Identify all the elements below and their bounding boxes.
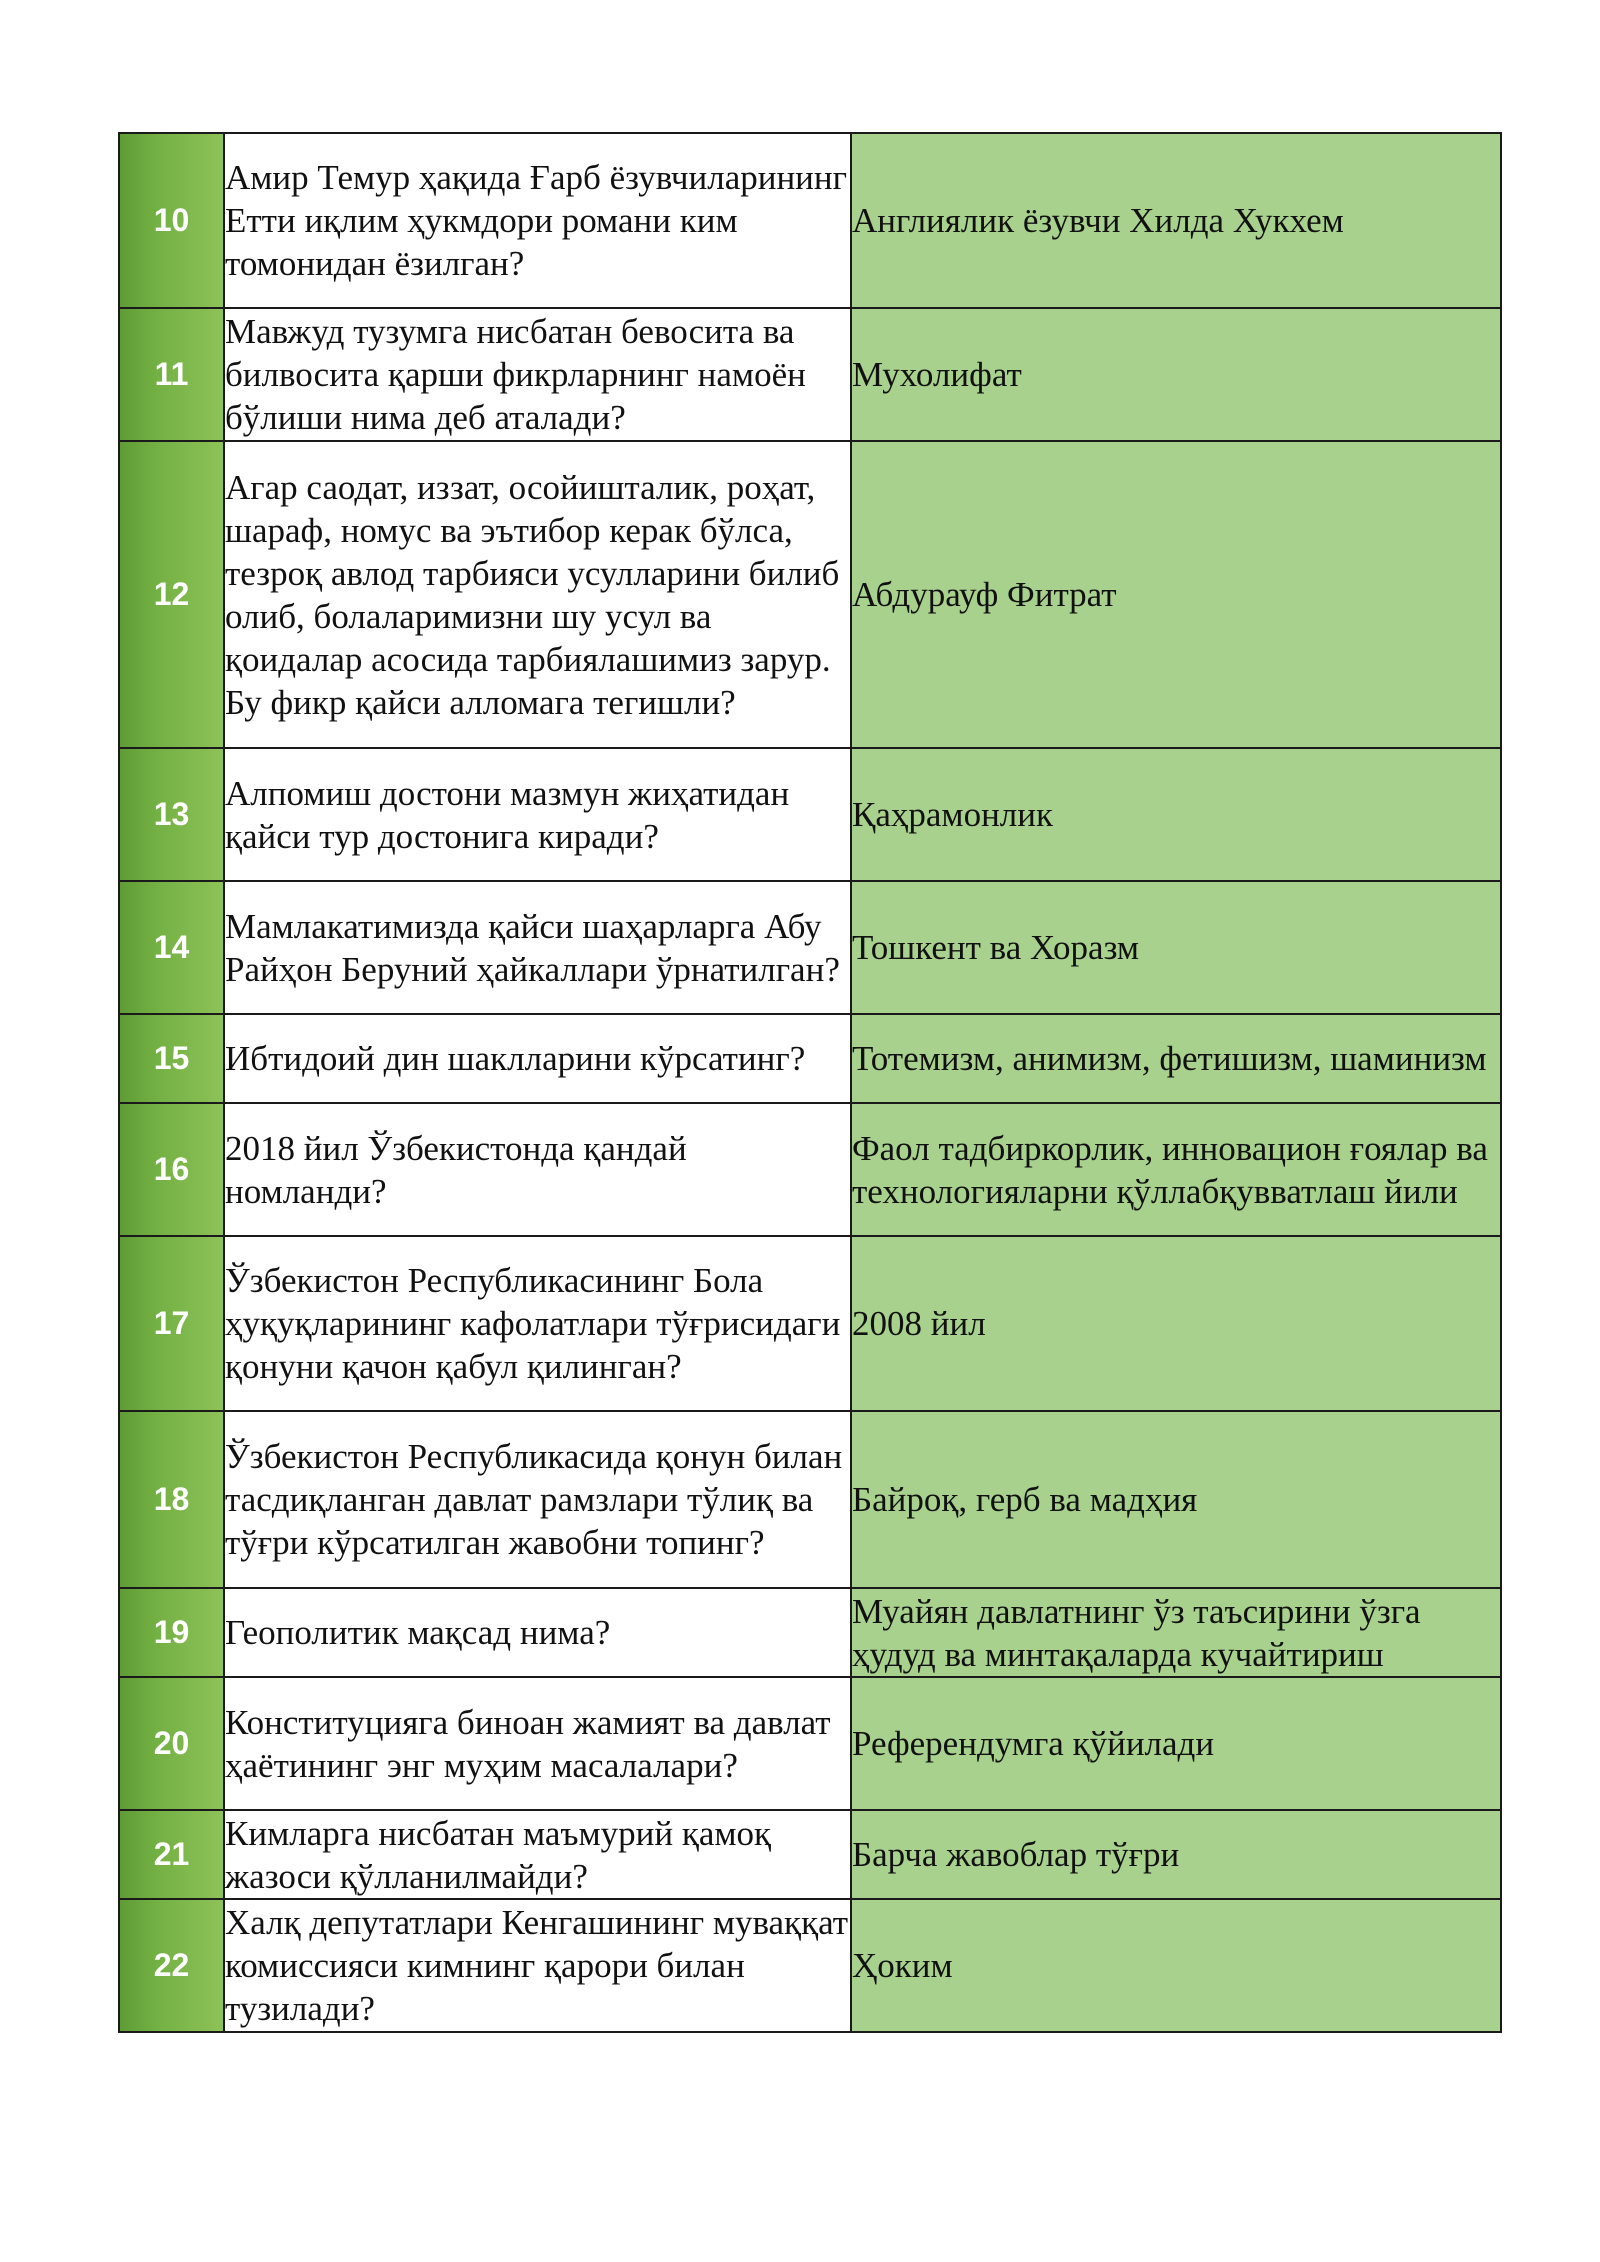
table-row: [119, 881, 1501, 1014]
answer-cell: Англиялик ёзувчи Хилда Хукхем: [851, 133, 1501, 308]
row-number: 21: [119, 1810, 224, 1899]
answer-cell: Тотемизм, анимизм, фетишизм, шаминизм: [851, 1014, 1501, 1103]
table-row: [119, 441, 1501, 748]
row-number: 16: [119, 1103, 224, 1236]
question-cell: Ибтидоий дин шаклларини кўрсатинг?: [224, 1014, 851, 1103]
row-number: 12: [119, 441, 224, 748]
question-cell: Мамлакатимизда қайси шаҳарларга Абу Райҳон Беруний ҳайкаллари ўрнатилган?: [224, 881, 851, 1014]
question-cell: 2018 йил Ўзбекистонда қандай номланди?: [224, 1103, 851, 1236]
row-number: 20: [119, 1677, 224, 1810]
table-row: [119, 1014, 1501, 1103]
answer-cell: Референдумга қўйилади: [851, 1677, 1501, 1810]
answer-cell: Байроқ, герб ва мадҳия: [851, 1411, 1501, 1588]
table-row: [119, 1588, 1501, 1677]
answer-cell: Муайян давлатнинг ўз таъсирини ўзга ҳудуд ва минтақаларда кучайтириш: [851, 1588, 1501, 1677]
question-cell: Ўзбекистон Республикасининг Бола ҳуқуқларининг кафолатлари тўғрисидаги қонуни қачон қабул қилинган?: [224, 1236, 851, 1411]
row-number: 10: [119, 133, 224, 308]
answer-cell: Мухолифат: [851, 308, 1501, 441]
table-row: [119, 1899, 1501, 2032]
table-row: [119, 308, 1501, 441]
row-number: 15: [119, 1014, 224, 1103]
question-cell: Геополитик мақсад нима?: [224, 1588, 851, 1677]
table-row: [119, 1677, 1501, 1810]
row-number: 11: [119, 308, 224, 441]
row-number: 19: [119, 1588, 224, 1677]
answer-cell: Абдурауф Фитрат: [851, 441, 1501, 748]
row-number: 14: [119, 881, 224, 1014]
answer-cell: Ҳоким: [851, 1899, 1501, 2032]
answer-cell: Қаҳрамонлик: [851, 748, 1501, 881]
answer-cell: Барча жавоблар тўғри: [851, 1810, 1501, 1899]
row-number: 13: [119, 748, 224, 881]
row-number: 22: [119, 1899, 224, 2032]
answer-cell: Тошкент ва Хоразм: [851, 881, 1501, 1014]
table-row: [119, 133, 1501, 308]
table-row: [119, 1103, 1501, 1236]
question-cell: Агар саодат, иззат, осойишталик, роҳат, шараф, номус ва эътибор керак бўлса, тезроқ авлод тарбияси усулларини билиб олиб, болаларимизни шу усул ва қоидалар асосида тарбиялашимиз зарур. Бу фикр қайси алломага тегишли?: [224, 441, 851, 748]
table-row: [119, 1810, 1501, 1899]
answer-cell: Фаол тадбиркорлик, инновацион ғоялар ва технологияларни қўллабқувватлаш йили: [851, 1103, 1501, 1236]
question-cell: Алпомиш достони мазмун жиҳатидан қайси тур достонига киради?: [224, 748, 851, 881]
question-cell: Конституцияга биноан жамият ва давлат ҳаётининг энг муҳим масалалари?: [224, 1677, 851, 1810]
answer-cell: 2008 йил: [851, 1236, 1501, 1411]
table-row: [119, 1411, 1501, 1588]
question-cell: Кимларга нисбатан маъмурий қамоқ жазоси қўлланилмайди?: [224, 1810, 851, 1899]
question-cell: Мавжуд тузумга нисбатан бевосита ва билвосита қарши фикрларнинг намоён бўлиши нима деб аталади?: [224, 308, 851, 441]
qa-table: [118, 132, 1502, 2033]
table-row: [119, 1236, 1501, 1411]
question-cell: Амир Темур ҳақида Ғарб ёзувчиларининг Етти иқлим ҳукмдори романи ким томонидан ёзилган?: [224, 133, 851, 308]
table-row: [119, 748, 1501, 881]
question-cell: Халқ депутатлари Кенгашининг муваққат комиссияси кимнинг қарори билан тузилади?: [224, 1899, 851, 2032]
row-number: 17: [119, 1236, 224, 1411]
question-cell: Ўзбекистон Республикасида қонун билан тасдиқланган давлат рамзлари тўлиқ ва тўғри кўрсатилган жавобни топинг?: [224, 1411, 851, 1588]
row-number: 18: [119, 1411, 224, 1588]
